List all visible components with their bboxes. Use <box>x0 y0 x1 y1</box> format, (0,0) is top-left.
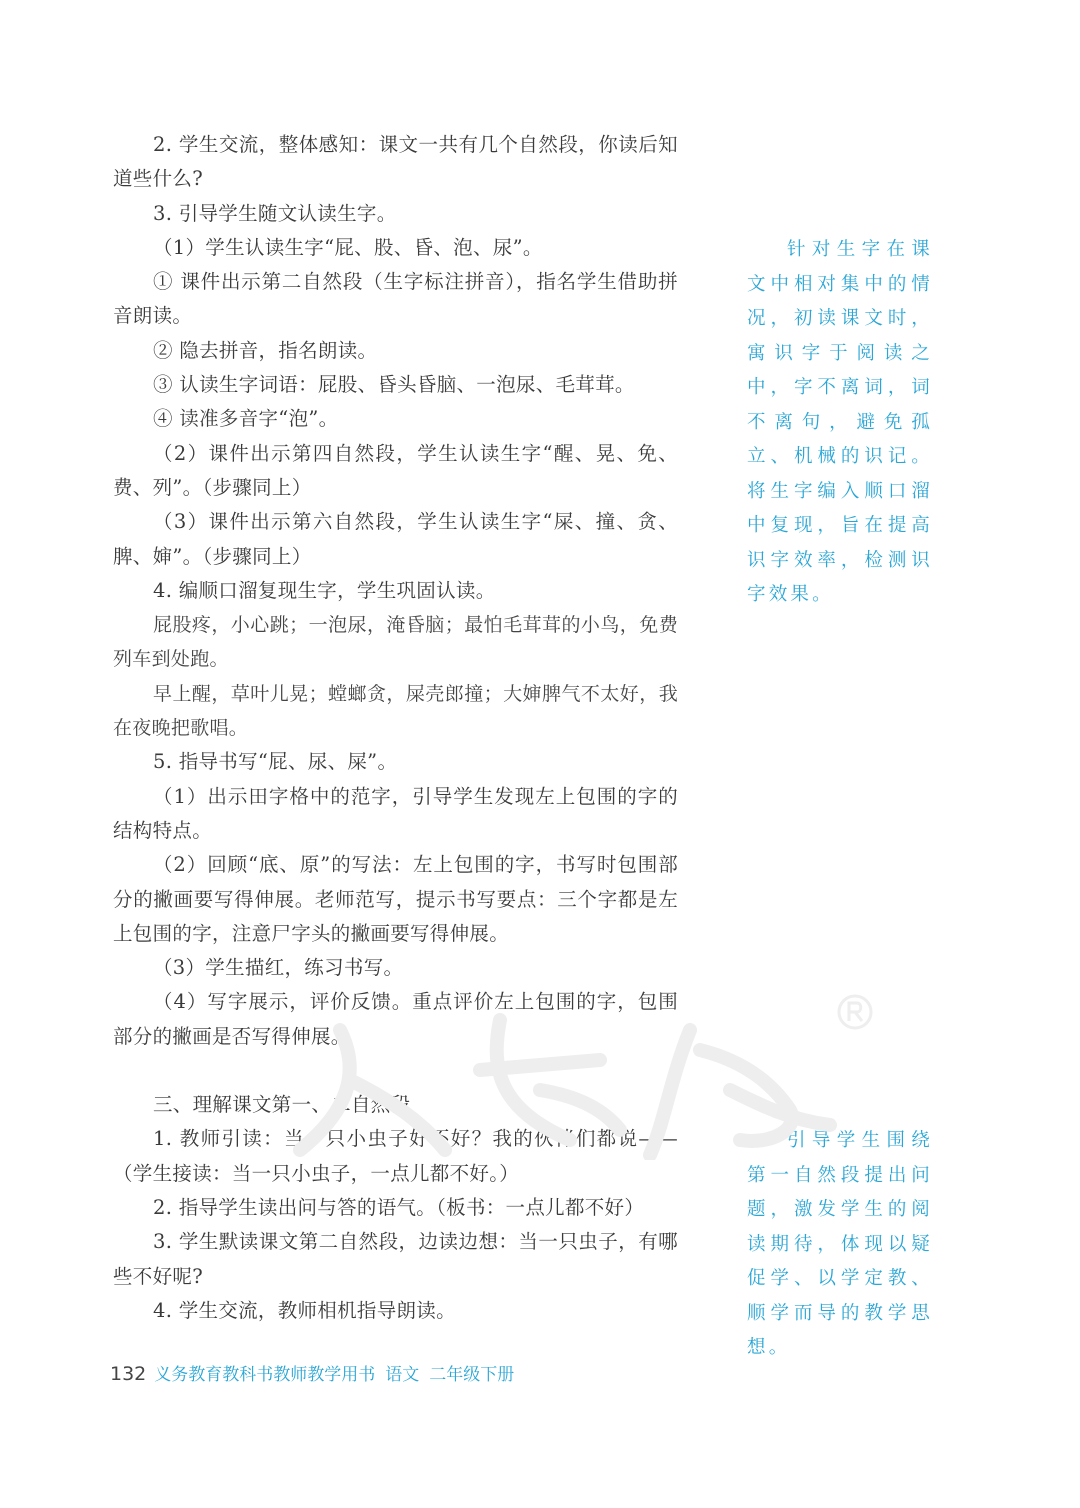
body-paragraph: ① 课件出示第二自然段（生字标注拼音），指名学生借助拼音朗读。 <box>113 270 678 328</box>
margin-note-reading <box>747 1124 933 1366</box>
margin-note-text: 针对生字在课文中相对集中的情况，初读课文时，寓识字于阅读之中，字不离词，词不离句，避免孤立、机械的识记。将生字编入顺口溜中复现，旨在提高识字效率，检测识字效果。 <box>747 239 933 605</box>
body-paragraph: 4. 编顺口溜复现生字，学生巩固认读。 <box>153 578 496 602</box>
body-paragraph: 3. 引导学生随文认读生字。 <box>153 201 397 225</box>
section-heading: 三、理解课文第一、二自然段 <box>153 1093 411 1117</box>
body-paragraph: （3）课件出示第六自然段，学生认读生字“屎、撞、贪、脾、婶”。（步骤同上） <box>113 510 678 568</box>
body-paragraph: ③ 认读生字词语：屁股、昏头昏脑、一泡尿、毛茸茸。 <box>153 373 635 397</box>
body-paragraph: ② 隐去拼音，指名朗读。 <box>153 338 378 362</box>
body-paragraph: 4. 学生交流，教师相机指导朗读。 <box>153 1298 456 1322</box>
body-paragraph: 5. 指导书写“屁、尿、屎”。 <box>153 750 398 774</box>
book-title: 义务教育教科书教师教学用书 <box>154 1365 376 1385</box>
body-paragraph: 3. 学生默读课文第二自然段，边读边想：当一只虫子，有哪些不好呢? <box>113 1230 678 1288</box>
rhyme-verse: 早上醒，草叶儿晃；螳螂贪，屎壳郎撞；大婶脾气不太好，我在夜晚把歌唱。 <box>113 682 678 740</box>
body-paragraph: （2）课件出示第四自然段，学生认读生字“醒、晃、免、费、列”。（步骤同上） <box>113 441 678 499</box>
rhyme-verse: 屁股疼，小心跳；一泡尿，淹昏脑；最怕毛茸茸的小鸟，免费列车到处跑。 <box>113 614 678 671</box>
main-text-column <box>113 128 678 1328</box>
body-paragraph: ④ 读准多音字“泡”。 <box>153 407 339 431</box>
book-subject: 语文 <box>385 1365 420 1385</box>
body-paragraph: （4）写字展示，评价反馈。重点评价左上包围的字，包围部分的撇画是否写得伸展。 <box>113 990 678 1048</box>
body-paragraph: （2）回顾“底、原”的写法：左上包围的字，书写时包围部分的撇画要写得伸展。老师范写，提示书写要点：三个字都是左上包围的字，注意尸字头的撇画要写得伸展。 <box>113 853 678 945</box>
margin-note-literacy <box>747 233 933 613</box>
body-paragraph: （1）学生认读生字“屁、股、昏、泡、尿”。 <box>153 235 543 259</box>
book-grade: 二年级下册 <box>429 1365 515 1385</box>
body-paragraph: 1. 教师引读：当一只小虫子好不好？我的伙伴们都说——（学生接读：当一只小虫子，一点儿都不好。） <box>113 1127 678 1185</box>
page-number: 132 <box>110 1363 147 1385</box>
body-paragraph: （3）学生描红，练习书写。 <box>153 956 404 980</box>
body-paragraph: 2. 指导学生读出问与答的语气。（板书：一点儿都不好） <box>153 1195 645 1219</box>
page-footer <box>110 1360 514 1385</box>
body-paragraph: 2. 学生交流，整体感知：课文一共有几个自然段，你读后知道些什么? <box>113 133 678 191</box>
margin-note-text: 引导学生围绕第一自然段提出问题，激发学生的阅读期待，体现以疑促学、以学定教、顺学而导的教学思想。 <box>747 1130 933 1358</box>
body-paragraph: （1）出示田字格中的范字，引导学生发现左上包围的字的结构特点。 <box>113 784 678 842</box>
